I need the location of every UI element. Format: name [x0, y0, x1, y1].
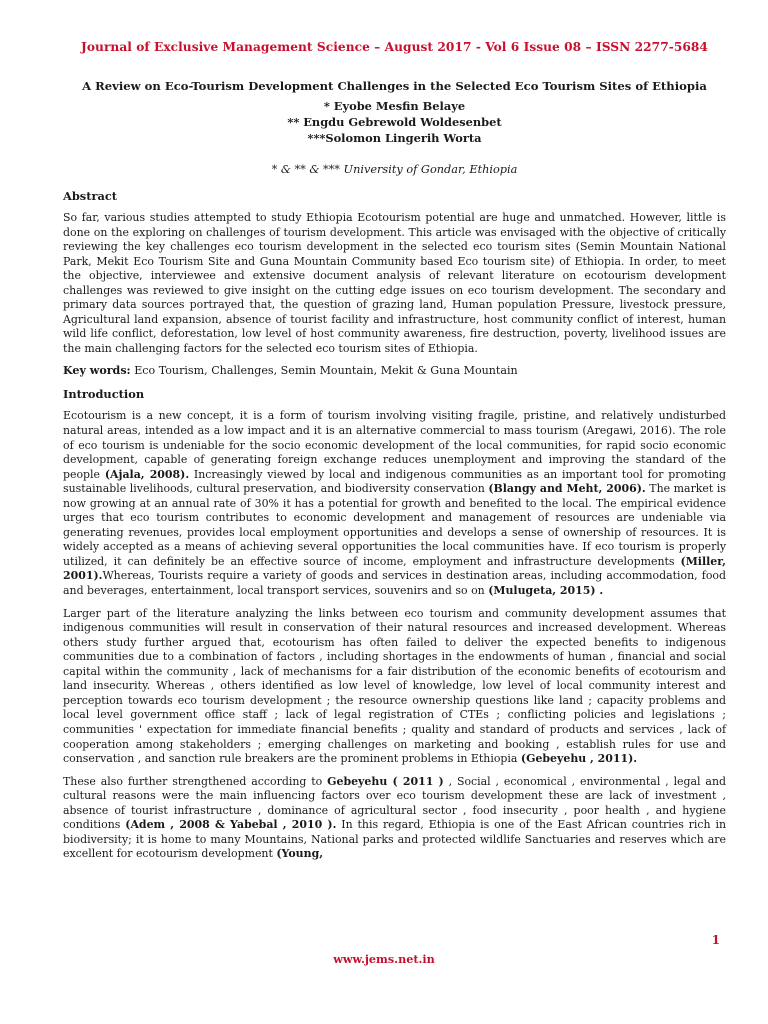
keywords-label: Key words:	[63, 364, 131, 378]
citation: (Young,	[276, 847, 324, 861]
text-run: Larger part of the literature analyzing the links between eco tourism and community development assumes that indigenous communities will result in conservation of their natural resources and increased development. Whereas others study further argued that, ecotourism has often failed to deliver the expected benefits to indigenous communities due to a combination of factors , including shortages in the endowments of human , financial and social capital within the community , lack of mechanisms for a fair distribution of the economic benefits of ecotourism and land insecurity. Whereas , others identified as low level of knowledge, low level of local community interest and perception towards eco tourism development ; the resource ownership questions like land ; capacity problems and local level government office staff ; lack of legal registration of CTEs ; conflicting policies and legislations ; communities ' expectation for immediate financial benefits ; quality and standard of products and services , lack of cooperation among stakeholders ; emerging challenges on marketing and booking , establish rules for use and conservation , and sanction rule breakers are the prominent problems in Ethiopia	[63, 606, 726, 766]
text-run: Ecotourism is a new concept, it is a form of tourism involving visiting fragile, pristine, and relatively undisturbed natural areas, intended as a low impact and it is an alternative commercial to mass tourism (Aregawi, 2016). The role of eco tourism is undeniable for the socio economic development of the local communities, for rapid socio economic development, capable of generating foreign exchange reduces unemployment and improving the standard of the people	[63, 409, 726, 481]
citation: Gebeyehu ( 2011 )	[327, 774, 444, 788]
abstract-heading: Abstract	[63, 189, 118, 203]
citation: (Gebeyehu , 2011).	[520, 752, 638, 766]
keywords-text: Eco Tourism, Challenges, Semin Mountain, Mekit & Guna Mountain	[134, 364, 518, 378]
journal-header: Journal of Exclusive Management Science – August 2017 - Vol 6 Issue 08 – ISSN 2277-5684	[81, 40, 708, 54]
keywords-line	[63, 364, 726, 377]
text-run: , Social , economical , environmental , legal and cultural reasons were the main influencing factors over eco tourism development these are lack of investment , absence of tourist infrastructure , dominance of agricultural sector , food insecurity , poor health , and hygiene conditions	[63, 774, 727, 832]
text-run: Increasingly viewed by local and indigenous communities as an important tool for promoting sustainable livelihoods, cultural preservation, and biodiversity conservation	[63, 467, 726, 496]
footer-url[interactable]: www.jems.net.in	[333, 952, 435, 966]
citation: (Blangy and Meht, 2006).	[488, 482, 646, 496]
author-1: * Eyobe Mesfin Belaye	[323, 99, 466, 113]
citation: (Mulugeta, 2015) .	[488, 584, 604, 598]
text-run: These also further strengthened according to	[63, 774, 328, 788]
citation: (Adem , 2008 & Yabebal , 2010 ).	[125, 818, 337, 832]
citation: (Miller, 2001).	[63, 554, 726, 583]
text-run: The market is now growing at an annual rate of 30% it has a potential for growth and benefited to the local. The empirical evidence urges that eco tourism contributes to economic development and management of resources are undeniable via generating revenues, provides local employment opportunities and develops a sense of ownership of resources. It is widely accepted as a means of achieving several opportunities the local communities have. If eco tourism is properly utilized, it can definitely be an effective source of income, employment and infrastructure developments	[63, 482, 726, 568]
introduction-paragraph-1	[63, 409, 726, 598]
paper-title: A Review on Eco-Tourism Development Challenges in the Selected Eco Tourism Sites of Ethiopia	[82, 79, 707, 93]
page-number: 1	[711, 933, 720, 947]
introduction-paragraph-2	[63, 607, 726, 767]
author-list	[63, 98, 726, 146]
text-run: In this regard, Ethiopia is one of the East African countries rich in biodiversity; it is home to many Mountains, National parks and protected wildlife Sanctuaries and reserves which are excellent for ecotourism development	[63, 818, 726, 861]
author-affiliation: * & ** & *** University of Gondar, Ethiopia	[271, 163, 518, 176]
abstract-text: So far, various studies attempted to study Ethiopia Ecotourism potential are huge and unmatched. However, little is done on the exploring on challenges of tourism development. This article was envisaged with the objective of critically reviewing the key challenges eco tourism development in the selected eco tourism sites (Semin Mountain National Park, Mekit Eco Tourism Site and Guna Mountain Community based Eco tourism site) of Ethiopia. In order, to meet the objective, interviewee and extensive document analysis of relevant literature on ecotourism development challenges was reviewed to give insight on the cutting edge issues on eco tourism development. The secondary and primary data sources portrayed that, the question of grazing land, Human population Pressure, livestock pressure, Agricultural land expansion, absence of tourist facility and infrastructure, host community conflict of interest, human wild life conflict, deforestation, low level of host community awareness, fire destruction, poverty, livelihood issues are the main challenging factors for the selected eco tourism sites of Ethiopia.	[63, 211, 726, 355]
text-run: Whereas, Tourists require a variety of goods and services in destination areas, including accommodation, food and beverages, entertainment, local transport services, souvenirs and so on	[63, 569, 726, 598]
author-2: ** Engdu Gebrewold Woldesenbet	[287, 115, 502, 129]
author-3: ***Solomon Lingerih Worta	[307, 131, 482, 145]
introduction-paragraph-3	[63, 775, 726, 862]
citation: (Ajala, 2008).	[104, 467, 190, 481]
introduction-heading: Introduction	[63, 387, 145, 402]
